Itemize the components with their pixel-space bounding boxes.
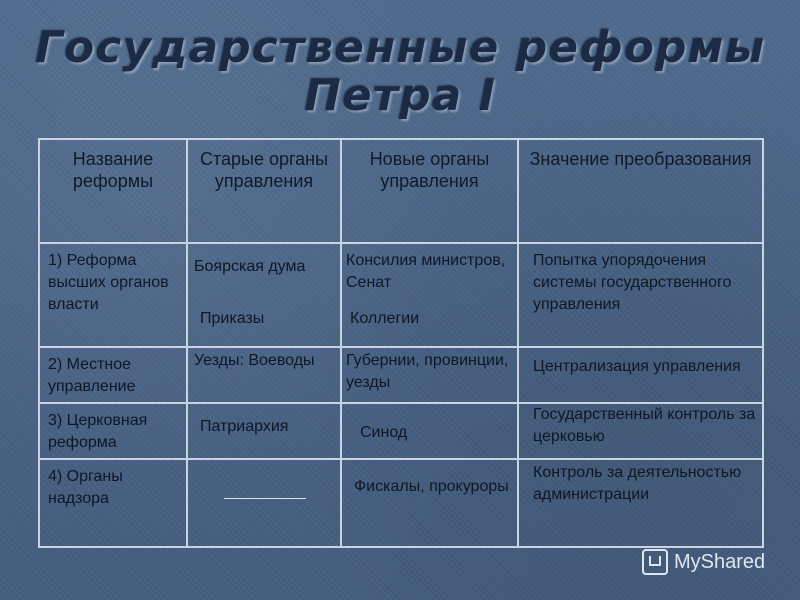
new-body-text: Коллегии: [350, 310, 420, 327]
reform-name-cell: 2) Местное управление: [39, 347, 187, 403]
header-old-bodies: Старые органы управления: [187, 139, 341, 243]
meaning-cell: Государственный контроль за церковью: [518, 403, 763, 459]
table-row: [39, 347, 763, 403]
empty-dash-line: [224, 498, 306, 499]
reform-name-cell: 4) Органы надзора: [39, 459, 187, 547]
header-reform-name: Название реформы: [39, 139, 187, 243]
title-line-1: Государственные реформы: [34, 22, 766, 73]
reform-name-cell: 3) Церковная реформа: [39, 403, 187, 459]
reform-name-cell: 1) Реформа высших органов власти: [39, 243, 187, 347]
new-bodies-cell: Губернии, провинции, уезды: [341, 347, 518, 403]
watermark-text: MyShared: [674, 550, 766, 573]
reforms-table: [38, 138, 764, 548]
new-bodies-cell: [341, 243, 518, 347]
old-bodies-cell: Уезды: Воеводы: [187, 347, 341, 403]
old-bodies-cell: Патриархия: [187, 403, 341, 459]
meaning-cell: Контроль за деятельностью администрации: [518, 459, 763, 547]
meaning-cell: Попытка упорядочения системы государственного управления: [518, 243, 763, 347]
myshared-watermark: [642, 548, 765, 576]
new-body-text: Консилия министров, Сенат: [346, 252, 506, 291]
old-body-text: Приказы: [200, 310, 265, 327]
old-bodies-cell: [187, 243, 341, 347]
new-bodies-cell: Фискалы, прокуроры: [341, 459, 518, 547]
header-new-bodies: Новые органы управления: [341, 139, 518, 243]
meaning-cell: Централизация управления: [518, 347, 763, 403]
old-bodies-cell: [187, 459, 341, 547]
table-row: [39, 459, 763, 547]
slide-title: [0, 24, 800, 120]
myshared-logo-icon: [642, 549, 668, 575]
table-header-row: [39, 139, 763, 243]
old-body-text: Боярская дума: [194, 258, 306, 275]
header-meaning: Значение преобразования: [518, 139, 763, 243]
table-row: [39, 243, 763, 347]
title-line-2: Петра I: [303, 70, 497, 121]
table-row: [39, 403, 763, 459]
new-bodies-cell: Синод: [341, 403, 518, 459]
